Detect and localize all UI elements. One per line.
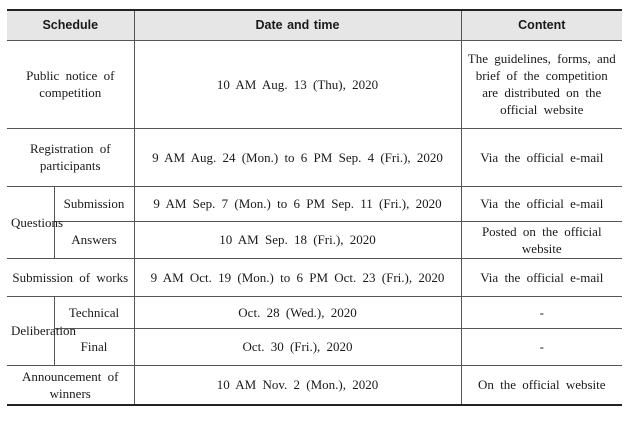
questions-submission-label: Submission <box>54 186 134 221</box>
works-schedule: Submission of works <box>7 258 134 296</box>
schedule-table-container <box>7 9 622 406</box>
questions-answers-date-time: 10 AM Sep. 18 (Fri.), 2020 <box>134 221 461 258</box>
table-header-row <box>7 10 622 40</box>
questions-answers-label: Answers <box>54 221 134 258</box>
questions-group-label: Questions <box>7 186 54 258</box>
header-date-time: Date and time <box>134 10 461 40</box>
header-schedule: Schedule <box>7 10 134 40</box>
public-notice-schedule: Public notice of competition <box>7 40 134 128</box>
announcement-schedule: Announcement of winners <box>7 365 134 405</box>
questions-submission-content: Via the official e-mail <box>461 186 622 221</box>
announcement-date-time: 10 AM Nov. 2 (Mon.), 2020 <box>134 365 461 405</box>
questions-submission-date-time: 9 AM Sep. 7 (Mon.) to 6 PM Sep. 11 (Fri.), 2020 <box>134 186 461 221</box>
public-notice-date-time: 10 AM Aug. 13 (Thu), 2020 <box>134 40 461 128</box>
deliberation-final-date-time: Oct. 30 (Fri.), 2020 <box>134 328 461 365</box>
table-row-deliberation-final <box>7 328 622 365</box>
registration-date-time: 9 AM Aug. 24 (Mon.) to 6 PM Sep. 4 (Fri.), 2020 <box>134 128 461 186</box>
table-row-questions-answers <box>7 221 622 258</box>
questions-answers-content: Posted on the official website <box>461 221 622 258</box>
deliberation-final-label: Final <box>54 328 134 365</box>
header-content: Content <box>461 10 622 40</box>
table-row-registration <box>7 128 622 186</box>
works-content: Via the official e-mail <box>461 258 622 296</box>
schedule-table <box>7 9 622 406</box>
table-row-works <box>7 258 622 296</box>
registration-schedule: Registration of participants <box>7 128 134 186</box>
deliberation-technical-content: - <box>461 296 622 328</box>
deliberation-technical-label: Technical <box>54 296 134 328</box>
registration-content: Via the official e-mail <box>461 128 622 186</box>
table-row-questions-submission <box>7 186 622 221</box>
announcement-content: On the official website <box>461 365 622 405</box>
table-row-public-notice <box>7 40 622 128</box>
deliberation-group-label: Deliberation <box>7 296 54 365</box>
deliberation-final-content: - <box>461 328 622 365</box>
table-row-announcement <box>7 365 622 405</box>
table-row-deliberation-technical <box>7 296 622 328</box>
works-date-time: 9 AM Oct. 19 (Mon.) to 6 PM Oct. 23 (Fri.), 2020 <box>134 258 461 296</box>
public-notice-content: The guidelines, forms, and brief of the competition are distributed on the official website <box>461 40 622 128</box>
deliberation-technical-date-time: Oct. 28 (Wed.), 2020 <box>134 296 461 328</box>
